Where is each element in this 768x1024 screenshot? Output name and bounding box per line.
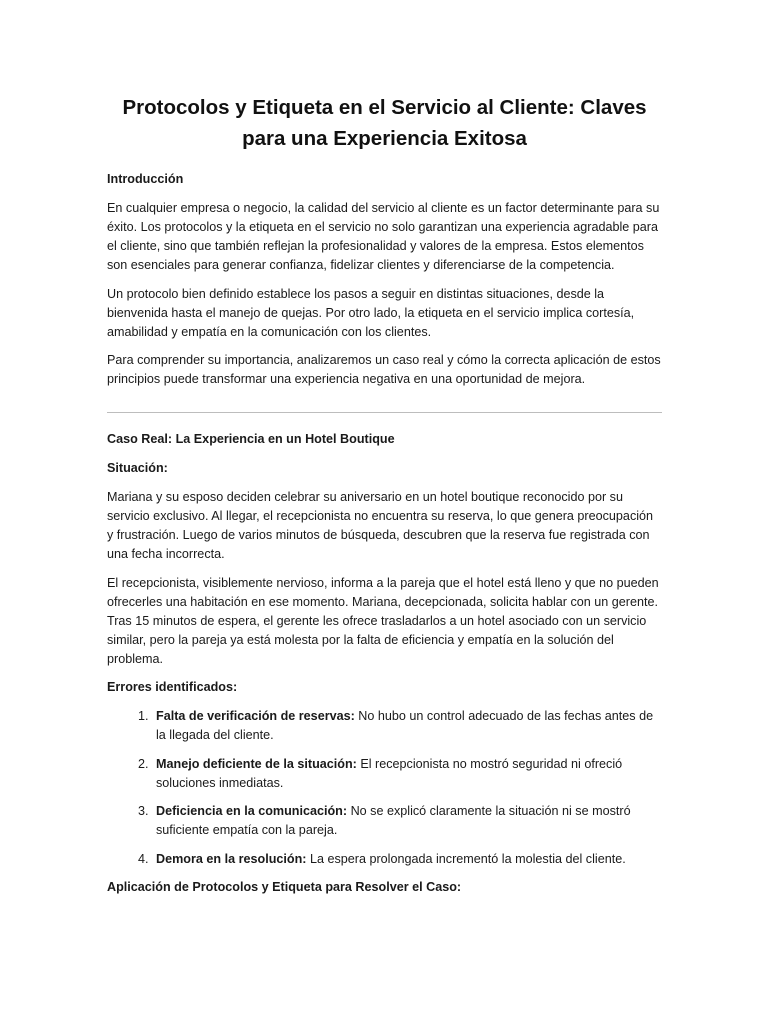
error-label: Deficiencia en la comunicación:: [156, 804, 348, 818]
error-item: [152, 755, 662, 793]
intro-paragraph-3: Para comprender su importancia, analizaremos un caso real y cómo la correcta aplicación de estos principios puede transformar una experiencia negativa en una oportunidad de mejora.: [107, 353, 661, 386]
situation-heading: Situación:: [107, 461, 168, 475]
errors-list: [107, 707, 662, 869]
intro-heading: Introducción: [107, 172, 184, 186]
error-label: Demora en la resolución:: [156, 851, 307, 866]
intro-paragraph-2: Un protocolo bien definido establece los pasos a seguir en distintas situaciones, desde la bienvenida hasta el manejo de quejas. Por otro lado, la etiqueta en el servicio implica cortesía, amabilidad y empatía en la comunicación con los clientes.: [107, 286, 635, 339]
case-paragraph-2: El recepcionista, visiblemente nervioso, informa a la pareja que el hotel está lleno y que no pueden ofrecerles una habitación en ese momento. Mariana, decepcionada, solicita hablar con un gerente. Tras 15 minutos de espera, el gerente les ofrece trasladarlos a un hotel asociado con un servicio similar, pero la pareja ya está molesta por la falta de eficiencia y empatía en la solución del problema.: [107, 575, 659, 666]
error-item: [152, 707, 662, 745]
case-paragraph-1: Mariana y su esposo deciden celebrar su aniversario en un hotel boutique reconocido por su servicio exclusivo. Al llegar, el recepcionista no encuentra su reserva, lo que genera preocupación y frustración. Luego de varios minutos de búsqueda, descubren que la reserva fue registrada con una fecha incorrecta.: [107, 490, 654, 561]
error-text: La espera prolongada incrementó la molestia del cliente.: [306, 851, 626, 866]
error-text: No hubo un control adecuado de las fechas antes de la llegada del cliente.: [156, 709, 654, 742]
error-label: Falta de verificación de reservas:: [156, 709, 355, 723]
intro-paragraph-1: En cualquier empresa o negocio, la calidad del servicio al cliente es un factor determinante para su éxito. Los protocolos y la etiqueta en el servicio no solo garantizan una experiencia agradable para el cliente, sino que también reflejan la profesionalidad y valores de la empresa. Estos elementos son esenciales para generar confianza, fidelizar clientes y diferenciarse de la competencia.: [107, 201, 660, 272]
application-heading: Aplicación de Protocolos y Etiqueta para Resolver el Caso:: [107, 880, 462, 894]
error-item: [152, 802, 662, 840]
error-item: [152, 850, 662, 869]
errors-heading: Errores identificados:: [107, 680, 238, 694]
error-label: Manejo deficiente de la situación:: [156, 756, 357, 771]
case-heading: Caso Real: La Experiencia en un Hotel Boutique: [107, 432, 395, 446]
error-text: No se explicó claramente la situación ni se mostró suficiente empatía con la pareja.: [156, 804, 631, 837]
section-divider: [107, 412, 662, 413]
error-text: El recepcionista no mostró seguridad ni ofreció soluciones inmediatas.: [156, 756, 623, 790]
document-title: Protocolos y Etiqueta en el Servicio al Cliente: Claves para una Experiencia Exitosa: [122, 96, 647, 150]
